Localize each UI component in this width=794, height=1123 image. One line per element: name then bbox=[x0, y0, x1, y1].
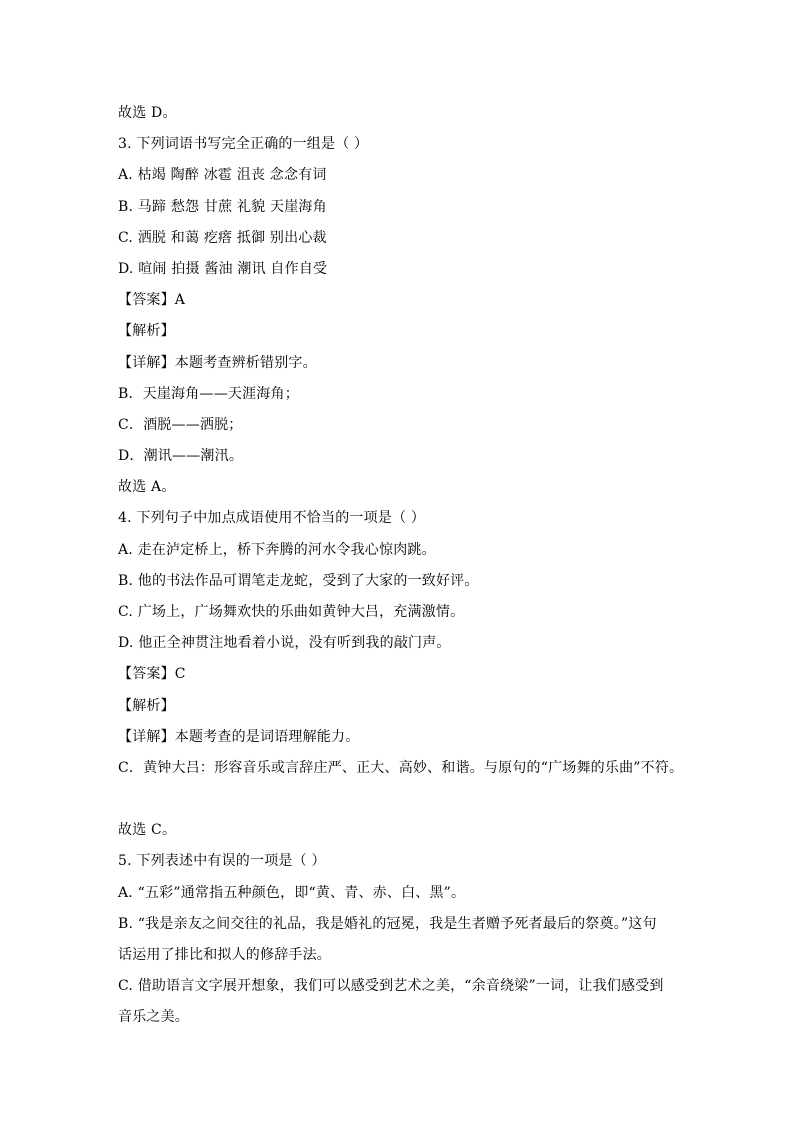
question-3-option-a: A. 枯竭 陶醉 冰雹 沮丧 念念有词 bbox=[118, 167, 327, 183]
question-5-option-a: A. “五彩”通常指五种颜色，即“黄、青、赤、白、黑”。 bbox=[118, 885, 466, 901]
question-5-option-b: B. “我是亲友之间交往的礼品，我是婚礼的冠冕，我是生者赠予死者最后的祭奠。”这句 bbox=[118, 916, 657, 932]
text-line: C．黄钟大吕：形容音乐或言辞庄严、正大、高妙、和谐。与原句的“广场舞的乐曲”不符。 bbox=[118, 760, 684, 776]
detail-label: 【详解】本题考查辨析错别字。 bbox=[118, 355, 317, 371]
question-3-stem: 3. 下列词语书写完全正确的一组是（ ） bbox=[118, 136, 369, 152]
text-line: 故选 A。 bbox=[118, 479, 176, 495]
text-line: B．天崖海角——天涯海角； bbox=[118, 386, 299, 402]
question-3-option-d: D. 喧闹 拍摄 酱油 潮讯 自作自受 bbox=[118, 261, 328, 277]
text-line: 故选 C。 bbox=[118, 822, 177, 838]
question-4-option-d: D. 他正全神贯注地看着小说，没有听到我的敲门声。 bbox=[118, 635, 451, 651]
answer-label: 【答案】C bbox=[118, 666, 186, 682]
question-3-option-c: C. 洒脱 和蔼 疙瘩 抵御 别出心裁 bbox=[118, 230, 327, 246]
analysis-label: 【解析】 bbox=[118, 323, 175, 339]
question-4-option-b: B. 他的书法作品可谓笔走龙蛇，受到了大家的一致好评。 bbox=[118, 573, 479, 589]
text-line: D．潮讯——潮汛。 bbox=[118, 448, 244, 464]
text-line: 话运用了排比和拟人的修辞手法。 bbox=[118, 947, 331, 963]
question-4-stem: 4. 下列句子中加点成语使用不恰当的一项是（ ） bbox=[118, 510, 426, 526]
detail-label: 【详解】本题考查的是词语理解能力。 bbox=[118, 729, 360, 745]
question-5-option-c: C. 借助语言文字展开想象，我们可以感受到艺术之美，“余音绕梁”一词，让我们感受到 bbox=[118, 978, 664, 994]
answer-label: 【答案】A bbox=[118, 292, 186, 308]
analysis-label: 【解析】 bbox=[118, 698, 175, 714]
question-4-option-c: C. 广场上，广场舞欢快的乐曲如黄钟大吕，充满激情。 bbox=[118, 604, 465, 620]
text-line: 音乐之美。 bbox=[118, 1009, 189, 1025]
question-5-stem: 5. 下列表述中有误的一项是（ ） bbox=[118, 853, 326, 869]
text-line: 故选 D。 bbox=[118, 105, 177, 121]
question-3-option-b: B. 马蹄 愁怨 甘蔗 礼貌 天崖海角 bbox=[118, 199, 327, 215]
question-4-option-a: A. 走在泸定桥上，桥下奔腾的河水令我心惊肉跳。 bbox=[118, 542, 436, 558]
text-line: C．酒脱——洒脱； bbox=[118, 417, 243, 433]
